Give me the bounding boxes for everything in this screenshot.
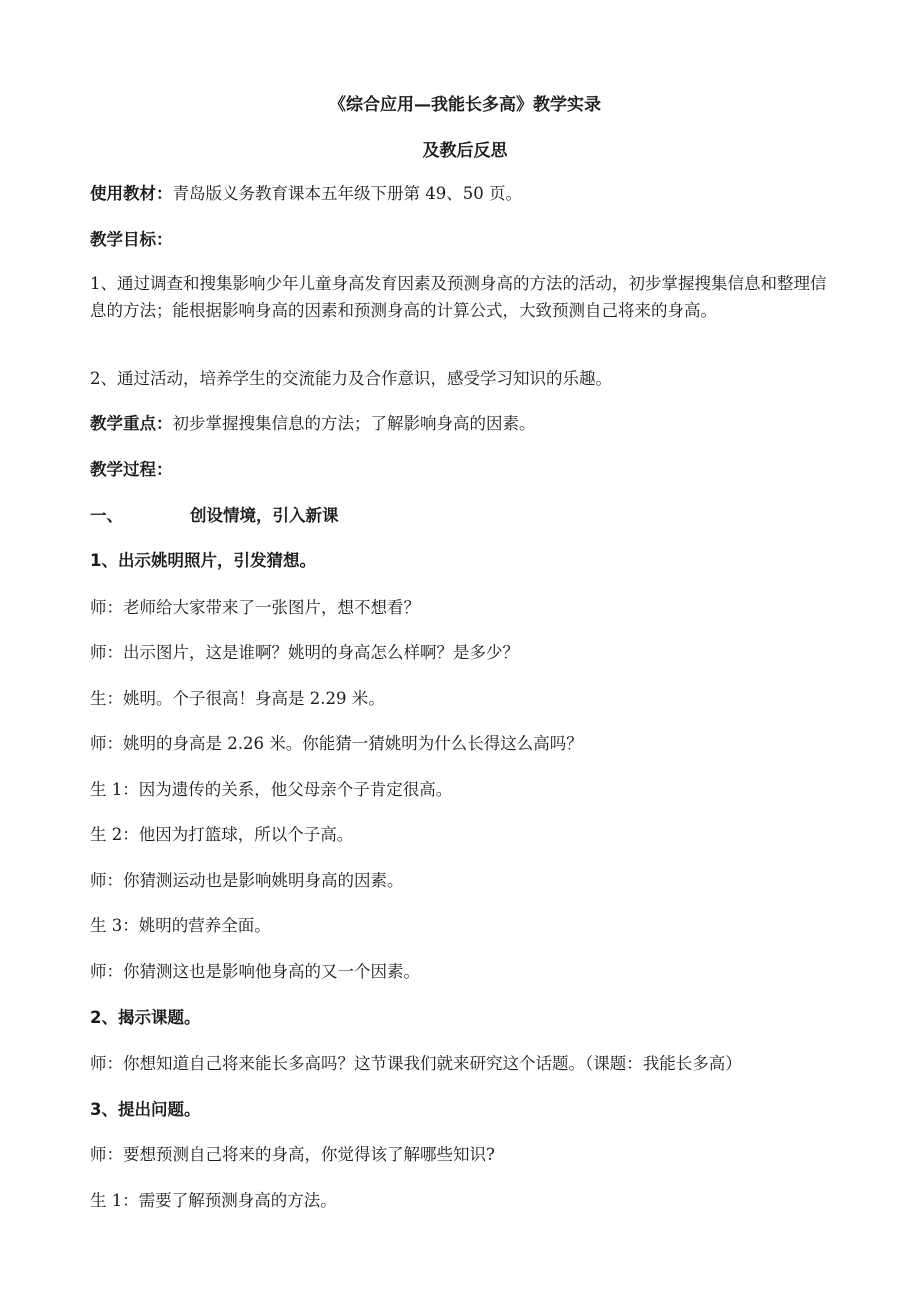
dialogue-line: 师：姚明的身高是 2.26 米。你能猜一猜姚明为什么长得这么高吗？ [90,734,583,753]
dialogue-line: 师：老师给大家带来了一张图片，想不想看？ [90,598,420,617]
dialogue-line: 师：你想知道自己将来能长多高吗？这节课我们就来研究这个话题。（课题：我能长多高） [90,1054,742,1073]
dialogue-line: 师：你猜测运动也是影响姚明身高的因素。 [90,871,404,890]
material-text: 青岛版义务教育课本五年级下册第 49、50 页。 [172,184,522,203]
step-3-heading: 3、提出问题。 [90,1100,201,1119]
goal-1: 1、通过调查和搜集影响少年儿童身高发育因素及预测身高的方法的活动，初步掌握搜集信息和整理信息的方法；能根据影响身高的因素和预测身高的计算公式，大致预测自己将来的身高。 [90,274,827,320]
step-1-heading: 1、出示姚明照片，引发猜想。 [90,551,316,570]
dialogue-line: 生 1：需要了解预测身高的方法。 [90,1191,337,1210]
document-subtitle: 及教后反思 [422,141,508,161]
section-1-heading [90,502,835,529]
key-point-label: 教学重点： [90,414,173,433]
goal-2: 2、通过活动，培养学生的交流能力及合作意识，感受学习知识的乐趣。 [90,369,612,388]
section-1-title: 创设情境，引入新课 [190,506,339,525]
dialogue-line: 生 3：姚明的营养全面。 [90,916,271,935]
dialogue-line: 师：要想预测自己将来的身高，你觉得该了解哪些知识? [90,1145,495,1164]
key-point-paragraph [90,410,835,437]
dialogue-line: 生 2：他因为打篮球，所以个子高。 [90,825,354,844]
dialogue-line: 师：你猜测这也是影响他身高的又一个因素。 [90,962,420,981]
document-title: 《综合应用—我能长多高》教学实录 [329,95,601,115]
key-point-text: 初步掌握搜集信息的方法；了解影响身高的因素。 [172,414,536,433]
dialogue-line: 生：姚明。个子很高！身高是 2.29 米。 [90,689,385,708]
step-2-heading: 2、揭示课题。 [90,1008,201,1027]
material-paragraph [90,180,835,207]
dialogue-line: 生 1：因为遗传的关系，他父母亲个子肯定很高。 [90,780,453,799]
goals-heading: 教学目标： [90,230,173,249]
process-heading: 教学过程： [90,460,173,479]
material-label: 使用教材： [90,184,173,203]
dialogue-line: 师：出示图片，这是谁啊？姚明的身高怎么样啊？是多少？ [90,643,519,662]
section-1-number: 一、 [90,506,123,525]
